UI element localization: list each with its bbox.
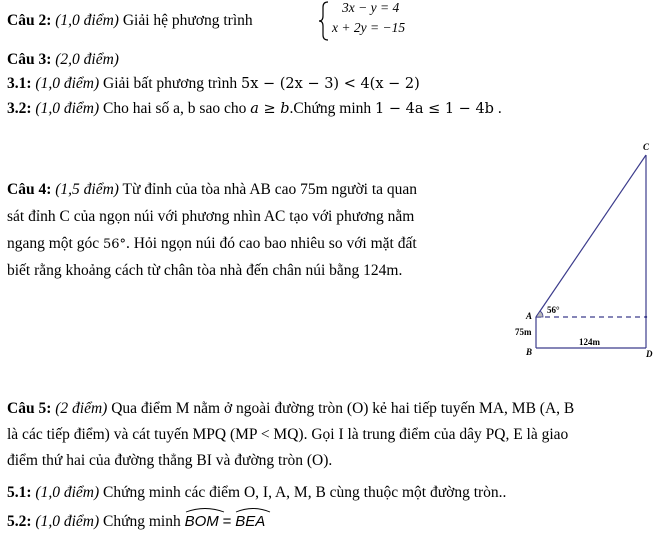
part-text: Chứng minh các điểm O, I, A, M, B cùng thuộc một đường tròn.. (103, 484, 507, 501)
part-text: Giải bất phương trình (103, 75, 238, 92)
question-text: là các tiếp điểm) và cát tuyến MPQ (MP < MQ). Gọi I là trung điểm của dây PQ, E là giao (7, 426, 569, 443)
question-text: Giải hệ phương trình (122, 12, 253, 29)
equation-1: 3x − y = 4 (342, 0, 400, 15)
angle-arc-icon (536, 311, 543, 317)
angle-bom (185, 512, 219, 532)
label-distance: 124m (579, 337, 600, 347)
part-text: Cho hai số a, b sao cho (103, 100, 247, 117)
question-text: biết rằng khoảng cách từ chân tòa nhà đến chân núi bằng 124m. (7, 262, 403, 279)
part-points: (1,0 điểm) (35, 484, 100, 501)
equals-sign: = (222, 513, 232, 530)
label-height: 75m (515, 327, 532, 337)
question-5-2 (7, 512, 265, 532)
question-label: Câu 3: (7, 51, 52, 68)
question-5-line-2 (7, 425, 568, 445)
part-points: (1,0 điểm) (35, 75, 100, 92)
question-text: . Hỏi ngọn núi đó cao bao nhiêu so với mặt đất (126, 235, 417, 252)
question-text: Từ đỉnh của tòa nhà AB cao 75m người ta quan (122, 181, 418, 198)
question-5-line-1 (7, 399, 574, 419)
label-C: C (643, 142, 650, 152)
line-AC (536, 155, 646, 317)
equation-system (318, 0, 438, 42)
question-2 (7, 11, 253, 31)
part-label: 3.2: (7, 100, 32, 117)
question-text: điểm thứ hai của đường thẳng BI và đường tròn (O). (7, 452, 333, 469)
mountain-diagram-svg (500, 130, 663, 370)
part-text: Chứng minh (103, 513, 181, 530)
question-label: Câu 5: (7, 400, 52, 417)
angle-bea (235, 512, 265, 532)
question-text: ngang một góc (7, 235, 100, 252)
question-5-line-3 (7, 451, 332, 471)
question-3-1 (7, 74, 420, 94)
question-5-1 (7, 483, 506, 503)
question-4-line-4 (7, 261, 402, 281)
question-text: sát đỉnh C của ngọn núi với phương nhìn AC tạo với phương nằm (7, 208, 415, 225)
inequality: 5x − (2x − 3) < 4(x − 2) (241, 76, 420, 92)
triangle-diagram (500, 130, 663, 370)
question-text: Qua điểm M nằm ở ngoài đường tròn (O) kẻ hai tiếp tuyến MA, MB (A, B (111, 400, 575, 417)
angle-hat-icon (185, 507, 225, 513)
question-points: (1,0 điểm) (55, 12, 119, 29)
angle-name: BEA (235, 513, 266, 530)
part-text-2: .Chứng minh (289, 100, 372, 117)
question-label: Câu 2: (7, 12, 52, 29)
question-4-line-3 (7, 234, 417, 255)
label-D: D (646, 349, 653, 359)
condition: a ≥ b (250, 101, 290, 117)
question-points: (2 điểm) (55, 400, 108, 417)
angle-hat-icon (235, 507, 271, 513)
angle-value: 56° (103, 237, 127, 252)
part-label: 5.1: (7, 484, 32, 501)
question-points: (2,0 điểm) (55, 51, 119, 68)
question-3-2 (7, 99, 502, 119)
label-angle: 56° (547, 305, 560, 315)
part-label: 3.1: (7, 75, 32, 92)
question-4-line-2 (7, 207, 414, 227)
part-points: (1,0 điểm) (35, 100, 100, 117)
question-4-line-1 (7, 180, 417, 200)
angle-name: BOM (184, 513, 219, 530)
curly-brace-icon (318, 0, 330, 42)
inequality: 1 − 4a ≤ 1 − 4b (375, 101, 494, 117)
question-points: (1,5 điểm) (55, 181, 119, 198)
part-points: (1,0 điểm) (35, 513, 100, 530)
label-A: A (526, 311, 533, 321)
part-label: 5.2: (7, 513, 32, 530)
period: . (497, 100, 502, 117)
equation-2: x + 2y = −15 (332, 20, 406, 35)
label-B: B (526, 347, 533, 357)
question-label: Câu 4: (7, 181, 52, 198)
question-3 (7, 50, 119, 70)
